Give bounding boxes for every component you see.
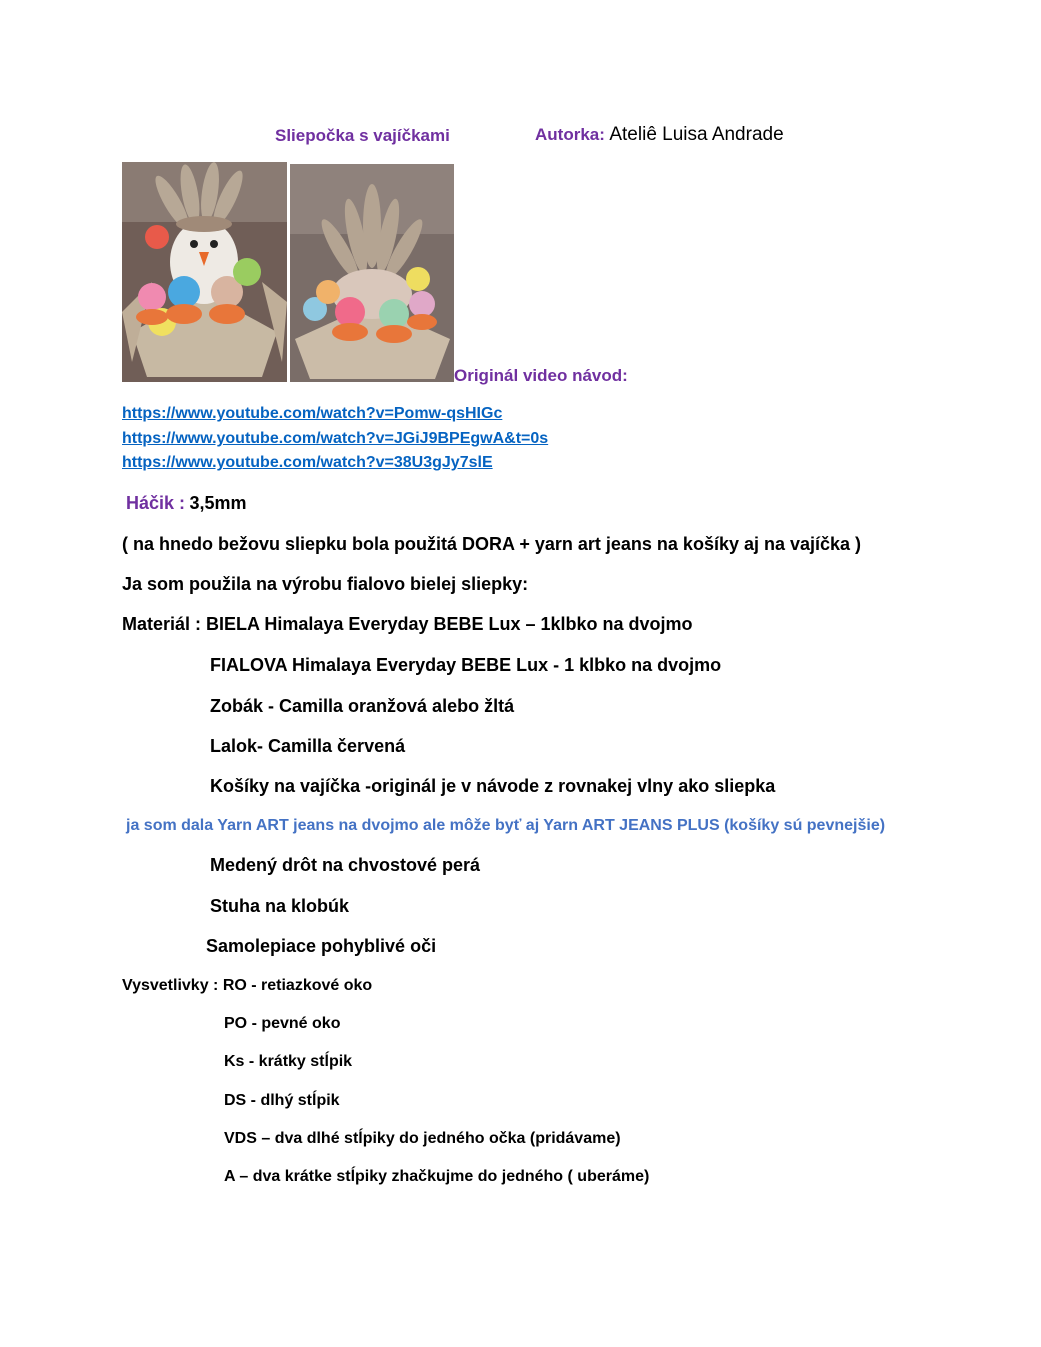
- hook-label: Háčik :: [126, 493, 186, 513]
- hook-value: 3,5mm: [189, 493, 247, 513]
- material-item-white: BIELA Himalaya Everyday BEBE Lux – 1klbko na dvojmo: [206, 614, 693, 634]
- hen-photo-front: [122, 162, 287, 382]
- hen-photo-back: [290, 164, 454, 382]
- document-title: Sliepočka s vajíčkami: [275, 126, 450, 145]
- material-item: Zobák - Camilla oranžová alebo žltá: [210, 696, 515, 716]
- brown-hen-note: ( na hnedo bežovu sliepku bola použitá DORA + yarn art jeans na košíky aj na vajíčka ): [122, 534, 862, 554]
- used-intro: Ja som použila na výrobu fialovo bielej sliepky:: [122, 574, 529, 594]
- material-item: Stuha na klobúk: [210, 896, 350, 916]
- material-line: [122, 614, 693, 635]
- material-item: FIALOVA Himalaya Everyday BEBE Lux - 1 klbko na dvojmo: [210, 655, 722, 675]
- legend-line: [122, 977, 372, 995]
- author-line: [535, 124, 784, 146]
- author-label: Autorka:: [535, 125, 605, 144]
- legend-item-ro: RO - retiazkové oko: [222, 977, 373, 994]
- material-item: Lalok- Camilla červená: [210, 736, 406, 756]
- yarn-note: ja som dala Yarn ART jeans na dvojmo ale môže byť aj Yarn ART JEANS PLUS (košíky sú pevnejšie): [126, 817, 886, 834]
- legend-item: VDS – dva dlhé stĺpiky do jedného očka (pridávame): [224, 1130, 621, 1147]
- author-name: Ateliê Luisa Andrade: [609, 124, 784, 145]
- video-label: Originál video návod:: [454, 366, 628, 385]
- legend-item: PO - pevné oko: [224, 1015, 341, 1032]
- legend-item: Ks - krátky stĺpik: [224, 1053, 353, 1070]
- legend-item: DS - dlhý stĺpik: [224, 1092, 340, 1109]
- legend-label: Vysvetlivky :: [122, 977, 219, 994]
- hook-line: [126, 493, 247, 514]
- material-item: Košíky na vajíčka -originál je v návode z rovnakej vlny ako sliepka: [210, 776, 776, 796]
- video-link-1[interactable]: https://www.youtube.com/watch?v=Pomw-qsHIGc: [122, 405, 503, 422]
- material-item: Samolepiace pohyblivé oči: [206, 936, 437, 956]
- material-item: Medený drôt na chvostové perá: [210, 855, 481, 875]
- video-link-3[interactable]: https://www.youtube.com/watch?v=38U3gJy7slE: [122, 454, 493, 471]
- material-label: Materiál :: [122, 614, 202, 634]
- legend-item: A – dva krátke stĺpiky zhačkujme do jedného ( uberáme): [224, 1168, 650, 1185]
- video-link-2[interactable]: https://www.youtube.com/watch?v=JGiJ9BPEgwA&t=0s: [122, 430, 549, 447]
